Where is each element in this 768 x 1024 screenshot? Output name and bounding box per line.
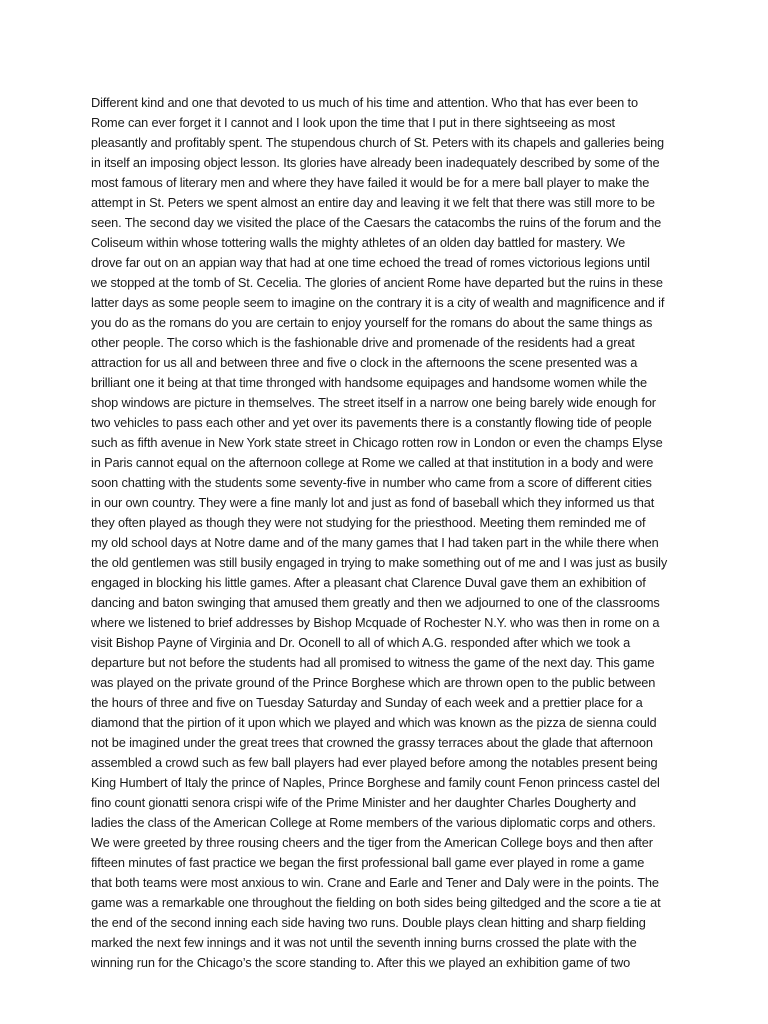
text-line: most famous of literary men and where they have failed it would be for a mere ball player to make the [91,175,650,190]
text-line: winning run for the Chicago’s the score standing to. After this we played an exhibition game of two [91,955,631,970]
text-line: was played on the private ground of the Prince Borghese which are thrown open to the public between [91,675,656,690]
text-line: We were greeted by three rousing cheers and the tiger from the American College boys and then after [91,835,653,850]
text-line: in itself an imposing object lesson. Its glories have already been inadequately described by some of the [91,155,660,170]
text-line: brilliant one it being at that time thronged with handsome equipages and handsome women while the [91,375,647,390]
text-line: Different kind and one that devoted to us much of his time and attention. Who that has ever been to [91,95,638,110]
text-line: they often played as though they were not studying for the priesthood. Meeting them reminded me of [91,515,646,530]
text-line: ladies the class of the American College at Rome members of the various diplomatic corps and others. [91,815,656,830]
text-line: other people. The corso which is the fashionable drive and promenade of the residents had a great [91,335,635,350]
text-line: my old school days at Notre dame and of the many games that I had taken part in the while there when [91,535,659,550]
text-line: where we listened to brief addresses by Bishop Mcquade of Rochester N.Y. who was then in rome on a [91,615,660,630]
body-text [91,93,677,973]
text-line: not be imagined under the great trees that crowned the grassy terraces about the glade that afternoon [91,735,653,750]
text-line: shop windows are picture in themselves. The street itself in a narrow one being barely wide enough for [91,395,656,410]
text-line: visit Bishop Payne of Virginia and Dr. Oconell to all of which A.G. responded after which we took a [91,635,631,650]
text-line: Coliseum within whose tottering walls the mighty athletes of an olden day battled for mastery. We [91,235,626,250]
text-line: attraction for us all and between three and five o clock in the afternoons the scene presented was a [91,355,638,370]
text-line: the old gentlemen was still busily engaged in trying to make something out of me and I was just as busily [91,555,668,570]
text-line: we stopped at the tomb of St. Cecelia. The glories of ancient Rome have departed but the ruins in these [91,275,663,290]
text-line: drove far out on an appian way that had at one time echoed the tread of romes victorious legions until [91,255,650,270]
text-line: game was a remarkable one throughout the fielding on both sides being giltedged and the score a tie at [91,895,661,910]
text-line: such as fifth avenue in New York state street in Chicago rotten row in London or even the champs Elyse [91,435,663,450]
text-line: pleasantly and profitably spent. The stupendous church of St. Peters with its chapels and galleries being [91,135,665,150]
text-line: engaged in blocking his little games. After a pleasant chat Clarence Duval gave them an exhibition of [91,575,646,590]
text-line: marked the next few innings and it was not until the seventh inning burns crossed the plate with the [91,935,637,950]
text-line: dancing and baton swinging that amused them greatly and then we adjourned to one of the classrooms [91,595,660,610]
text-line: fifteen minutes of fast practice we began the first professional ball game ever played in rome a game [91,855,645,870]
text-line: latter days as some people seem to imagine on the contrary it is a city of wealth and magnificence and if [91,295,665,310]
text-line: King Humbert of Italy the prince of Naples, Prince Borghese and family count Fenon princess castel del [91,775,660,790]
text-line: the end of the second inning each side having two runs. Double plays clean hitting and sharp fielding [91,915,646,930]
text-line: soon chatting with the students some seventy-five in number who came from a score of different cities [91,475,652,490]
text-line: attempt in St. Peters we spent almost an entire day and leaving it we felt that there was still more to be [91,195,655,210]
text-line: seen. The second day we visited the place of the Caesars the catacombs the ruins of the forum and the [91,215,662,230]
text-line: diamond that the pirtion of it upon which we played and which was known as the pizza de sienna could [91,715,657,730]
text-line: departure but not before the students had all promised to witness the game of the next day. This game [91,655,655,670]
text-line: Rome can ever forget it I cannot and I look upon the time that I put in there sightseeing as most [91,115,615,130]
text-line: in our own country. They were a fine manly lot and just as fond of baseball which they informed us that [91,495,655,510]
text-line: in Paris cannot equal on the afternoon college at Rome we called at that institution in a body and were [91,455,654,470]
text-line: that both teams were most anxious to win. Crane and Earle and Tener and Daly were in the points. The [91,875,659,890]
text-line: assembled a crowd such as few ball players had ever played before among the notables present being [91,755,658,770]
text-line: two vehicles to pass each other and yet over its pavements there is a constantly flowing tide of people [91,415,652,430]
text-line: fino count gionatti senora crispi wife of the Prime Minister and her daughter Charles Dougherty and [91,795,636,810]
text-line: you do as the romans do you are certain to enjoy yourself for the romans do about the same things as [91,315,653,330]
text-line: the hours of three and five on Tuesday Saturday and Sunday of each week and a prettier place for a [91,695,643,710]
